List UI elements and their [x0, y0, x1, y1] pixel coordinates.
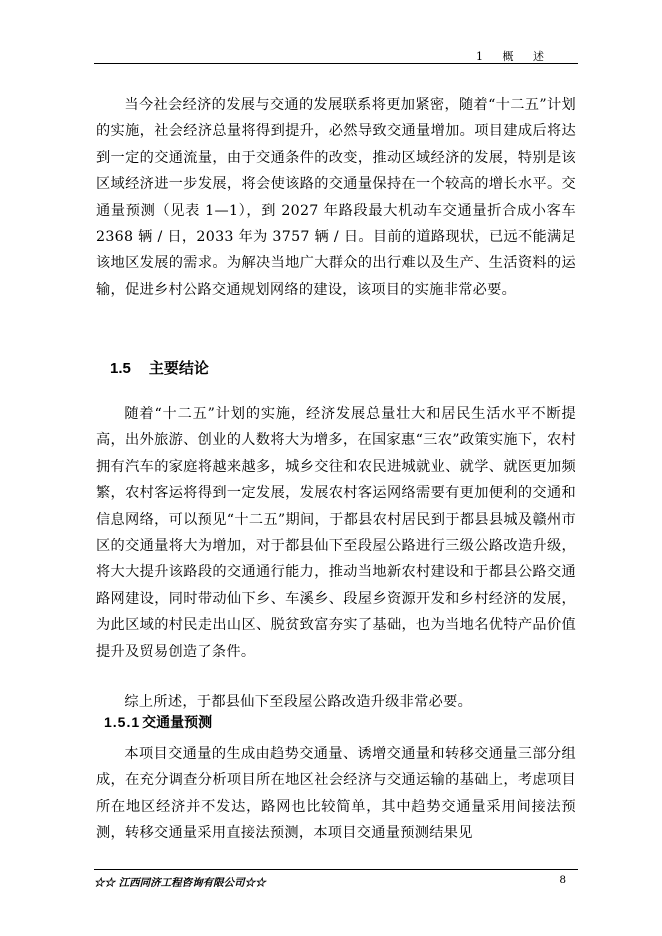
- paragraph-1: 当今社会经济的发展与交通的发展联系将更加紧密，随着“十二五”计划的实施，社会经济总量将得到提升，必然导致交通量增加。项目建成后将达到一定的交通流量，由于交通条件的改变，推动区域经济的发展，特别是该区域经济进一步发展，将会使该路的交通量保持在一个较高的增长水平。交通量预测（见表 1—1），到 2027 年路段最大机动车交通量折合成小客车 2368 辆 / 日，2033 年为 3757 辆 / 日。目前的道路现状，已远不能满足该地区发展的需求。为解决当地广大群众的出行难以及生产、生活资料的运输，促进乡村公路交通规划网络的建设，该项目的实施非常必要。: [96, 97, 576, 298]
- footer-divider: [94, 869, 578, 870]
- header-divider: [94, 63, 578, 64]
- section-1-5-heading: [110, 357, 209, 378]
- section-1-5-1-heading: [104, 712, 212, 732]
- paragraph-2: 随着“十二五”计划的实施，经济发展总量壮大和居民生活水平不断提高，出外旅游、创业的人数将大为增多，在国家惠“三农”政策实施下，农村拥有汽车的家庭将越来越多，城乡交往和农民进城就业、就学、就医更加频繁，农村客运将得到一定发展，发展农村客运网络需要有更加便利的交通和信息网络，可以预见“十二五”期间，于都县农村居民到于都县县城及赣州市区的交通量将大为增加，对于都县仙下至段屋公路进行三级公路改造升级，将大大提升该路段的交通通行能力，推动当地新农村建设和于都县公路交通路网建设，同时带动仙下乡、车溪乡、段屋乡资源开发和乡村经济的发展，为此区域的村民走出山区、脱贫致富夯实了基础，也为当地名优特产品价值提升及贸易创造了条件。: [96, 406, 576, 660]
- header-section-label: 1 概 述: [476, 50, 552, 63]
- section-1-5-1-number: 1.5.1: [104, 714, 141, 730]
- paragraph-3: 综上所述，于都县仙下至段屋公路改造升级非常必要。: [124, 694, 473, 710]
- footer-page-number: 8: [559, 874, 566, 886]
- paragraph-4: 本项目交通量的生成由趋势交通量、诱增交通量和转移交通量三部分组成，在充分调查分析项目所在地区社会经济与交通运输的基础上，考虑项目所在地区经济并不发达，路网也比较简单，其中趋势交通量采用间接法预测，转移交通量采用直接法预测，本项目交通量预测结果见: [96, 746, 576, 842]
- section-1-5-title: 主要结论: [148, 359, 209, 377]
- section-1-5-number: 1.5: [110, 360, 131, 377]
- section-1-5-1-title: 交通量预测: [142, 715, 213, 731]
- footer-company: ☆☆ 江西同济工程咨询有限公司☆☆: [94, 877, 266, 889]
